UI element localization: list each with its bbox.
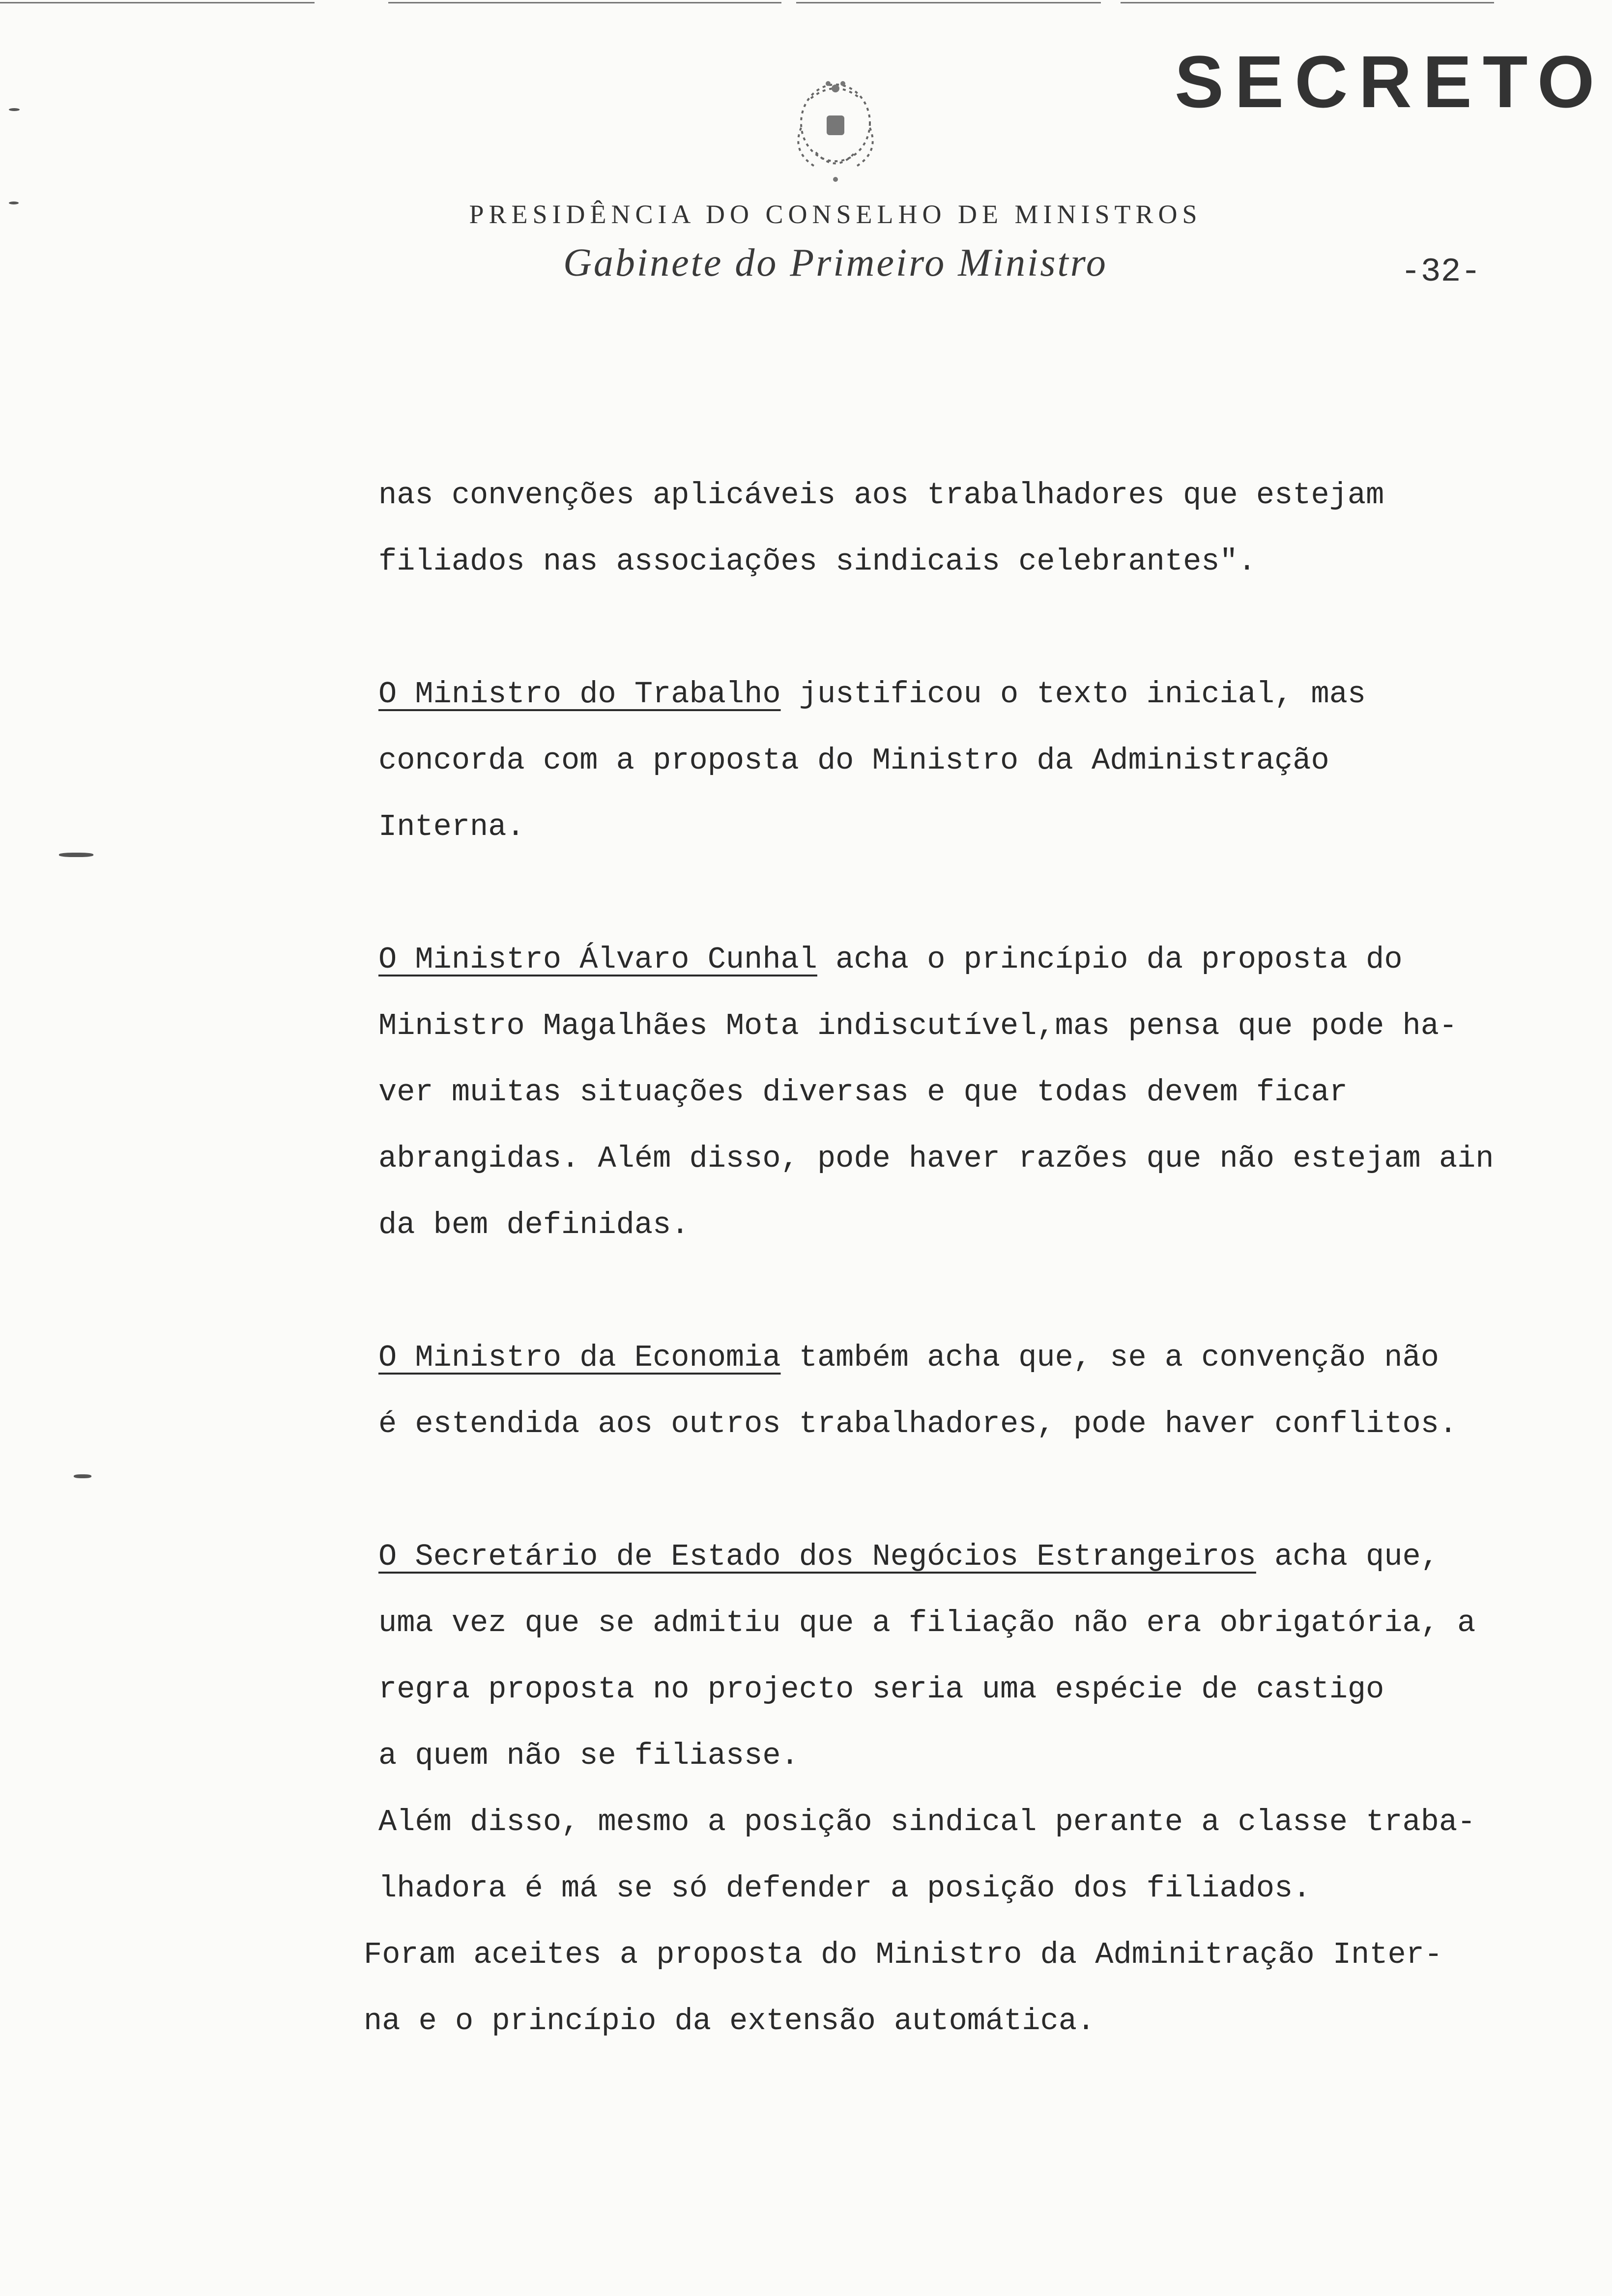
text-line: Foram aceites a proposta do Ministro da Adminitração Inter- (364, 1937, 1443, 1972)
text-line (378, 1523, 1558, 1590)
paragraph (378, 1324, 1558, 1457)
text-line: é estendida aos outros trabalhadores, pode haver conflitos. (378, 1406, 1458, 1441)
speaker-name: O Secretário de Estado dos Negócios Estrangeiros (378, 1539, 1256, 1574)
top-edge-rule (796, 2, 1101, 3)
text-line: Ministro Magalhães Mota indiscutível,mas pensa que pode ha- (378, 1008, 1458, 1043)
text-line: uma vez que se admitiu que a filiação não era obrigatória, a (378, 1606, 1476, 1640)
text-line: filiados nas associações sindicais celebrantes". (378, 544, 1256, 579)
text-line: abrangidas. Além disso, pode haver razões que não estejam ain (378, 1141, 1494, 1176)
text-line (378, 661, 1558, 727)
text-run: justificou o texto inicial, mas (780, 677, 1366, 712)
top-edge-rule (1121, 2, 1494, 3)
text-line (378, 1324, 1558, 1391)
text-run: acha o princípio da proposta do (817, 942, 1403, 977)
text-line: concorda com a proposta do Ministro da Administração (378, 743, 1329, 778)
paragraph (378, 926, 1558, 1258)
paragraph (364, 1523, 1558, 2054)
cabinet-name: Gabinete do Primeiro Ministro (563, 241, 1108, 285)
text-line: Interna. (378, 809, 525, 844)
text-line: Além disso, mesmo a posição sindical perante a classe traba- (378, 1805, 1476, 1839)
speaker-name: O Ministro do Trabalho (378, 677, 781, 712)
top-edge-rule (388, 2, 781, 3)
text-line (378, 926, 1558, 993)
page-number: -32- (1401, 253, 1481, 291)
paragraph (378, 661, 1558, 860)
paragraph (378, 462, 1558, 595)
top-edge-rule (0, 2, 315, 3)
text-line: regra proposta no projecto seria uma espécie de castigo (378, 1672, 1384, 1707)
margin-mark (59, 853, 93, 857)
speaker-name: O Ministro da Economia (378, 1340, 781, 1375)
text-line: da bem definidas. (378, 1207, 690, 1242)
margin-mark (9, 201, 19, 204)
text-line: nas convenções aplicáveis aos trabalhadores que estejam (378, 478, 1384, 513)
text-line: ver muitas situações diversas e que todas devem ficar (378, 1075, 1348, 1110)
margin-mark (9, 108, 20, 111)
document-body (364, 462, 1558, 2054)
text-run: acha que, (1256, 1539, 1439, 1574)
classification-stamp: SECRETO (1175, 40, 1606, 123)
text-run: também acha que, se a convenção não (780, 1340, 1439, 1375)
text-line: na e o princípio da extensão automática. (364, 2004, 1095, 2038)
institution-name: PRESIDÊNCIA DO CONSELHO DE MINISTROS (469, 200, 1202, 229)
text-line: lhadora é má se só defender a posição dos filiados. (378, 1871, 1311, 1906)
coat-of-arms-emblem (781, 69, 890, 187)
text-line: a quem não se filiasse. (378, 1738, 799, 1773)
margin-mark (74, 1474, 91, 1478)
speaker-name: O Ministro Álvaro Cunhal (378, 942, 817, 977)
